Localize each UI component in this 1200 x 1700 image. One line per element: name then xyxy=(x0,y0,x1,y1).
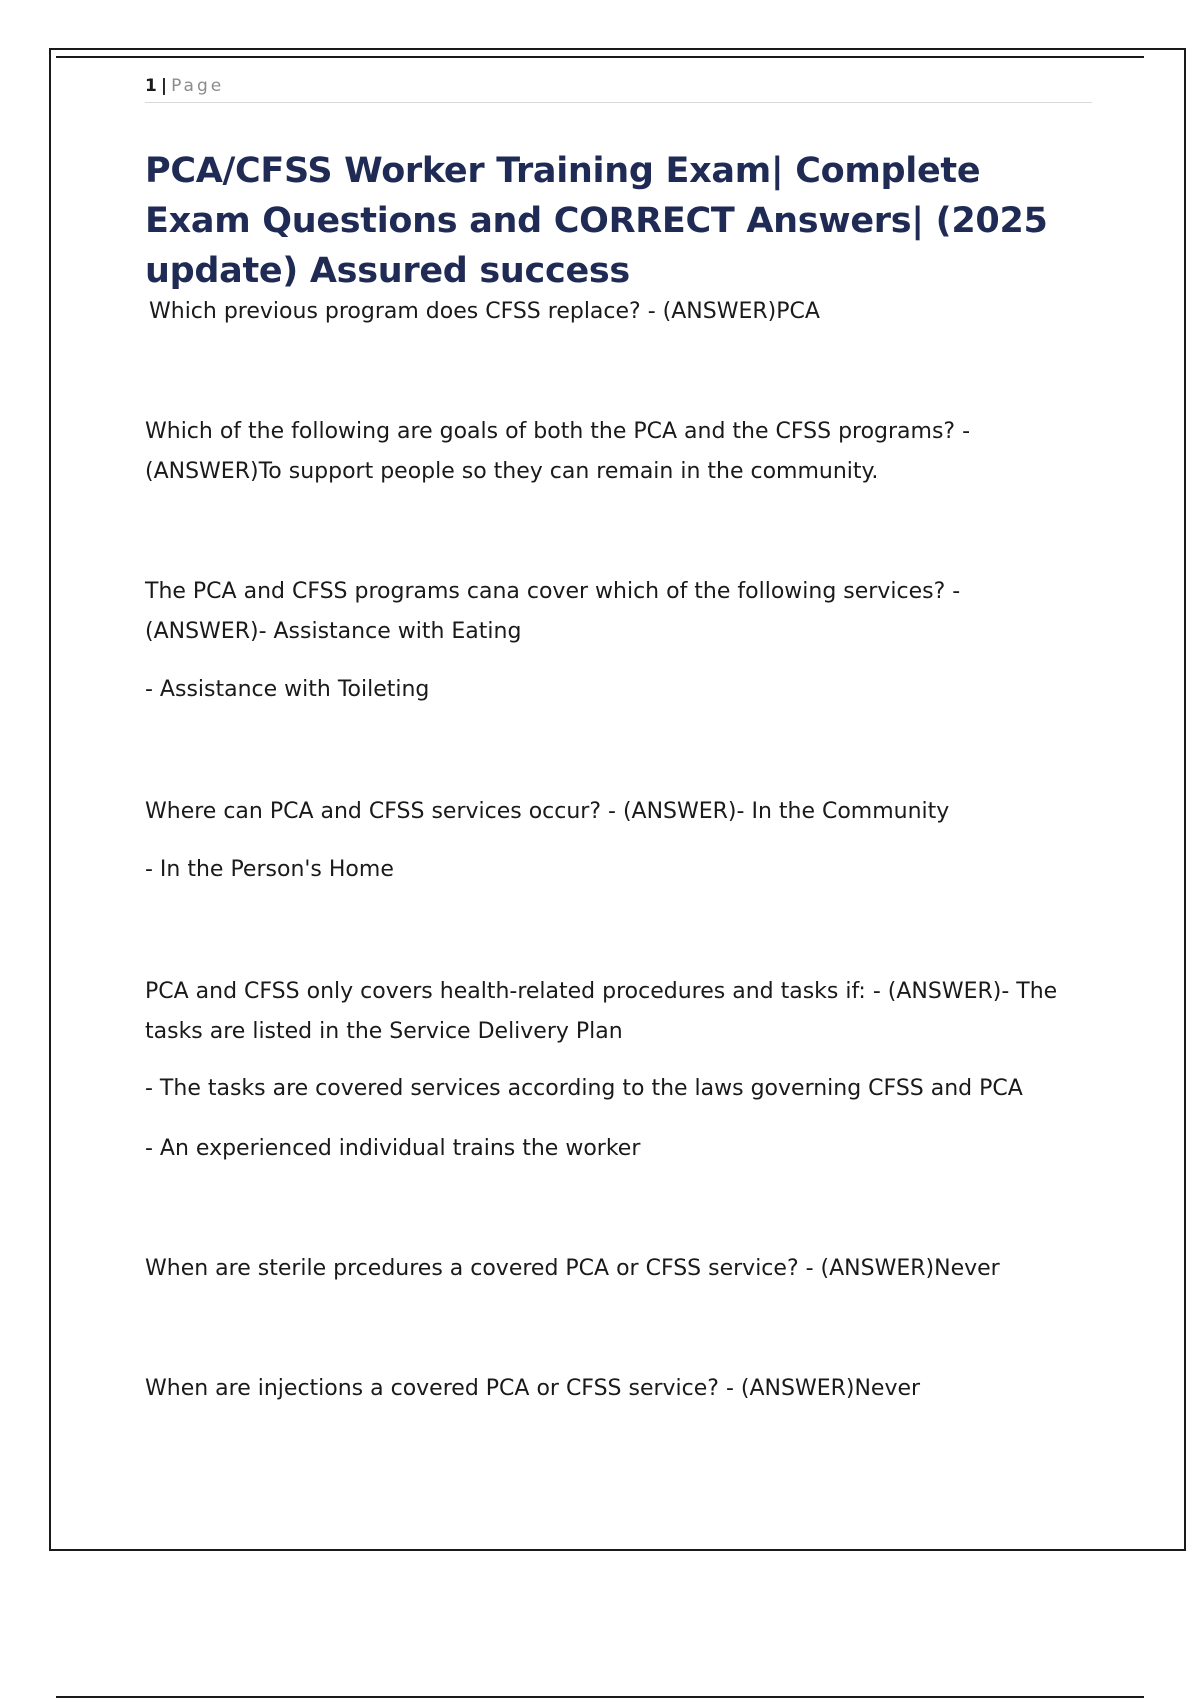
qa-item: The PCA and CFSS programs cana cover which of the following services? - (ANSWER)- Assistance with Eating xyxy=(145,579,961,644)
page-separator: | xyxy=(160,76,168,96)
page-label: Page xyxy=(171,76,225,96)
qa-item: - In the Person's Home xyxy=(145,857,394,882)
document-title: PCA/CFSS Worker Training Exam| Complete Exam Questions and CORRECT Answers| (2025 update) Assured success xyxy=(145,151,1048,291)
qa-item: - Assistance with Toileting xyxy=(145,677,430,702)
top-rule xyxy=(56,56,1144,58)
next-page-rule xyxy=(56,1696,1144,1698)
qa-item: Which of the following are goals of both the PCA and the CFSS programs? - (ANSWER)To support people so they can remain in the community. xyxy=(145,419,971,484)
qa-item: When are sterile prcedures a covered PCA or CFSS service? - (ANSWER)Never xyxy=(145,1256,1000,1281)
qa-item: Which previous program does CFSS replace? - (ANSWER)PCA xyxy=(149,299,820,324)
qa-item: PCA and CFSS only covers health-related procedures and tasks if: - (ANSWER)- The tasks are listed in the Service Delivery Plan xyxy=(145,979,1058,1044)
page-header xyxy=(145,74,1092,103)
qa-item: - The tasks are covered services according to the laws governing CFSS and PCA xyxy=(145,1076,1023,1101)
qa-item: When are injections a covered PCA or CFSS service? - (ANSWER)Never xyxy=(145,1376,921,1401)
page-number: 1 xyxy=(145,76,157,96)
qa-item: - An experienced individual trains the worker xyxy=(145,1136,641,1161)
qa-item: Where can PCA and CFSS services occur? - (ANSWER)- In the Community xyxy=(145,799,950,824)
